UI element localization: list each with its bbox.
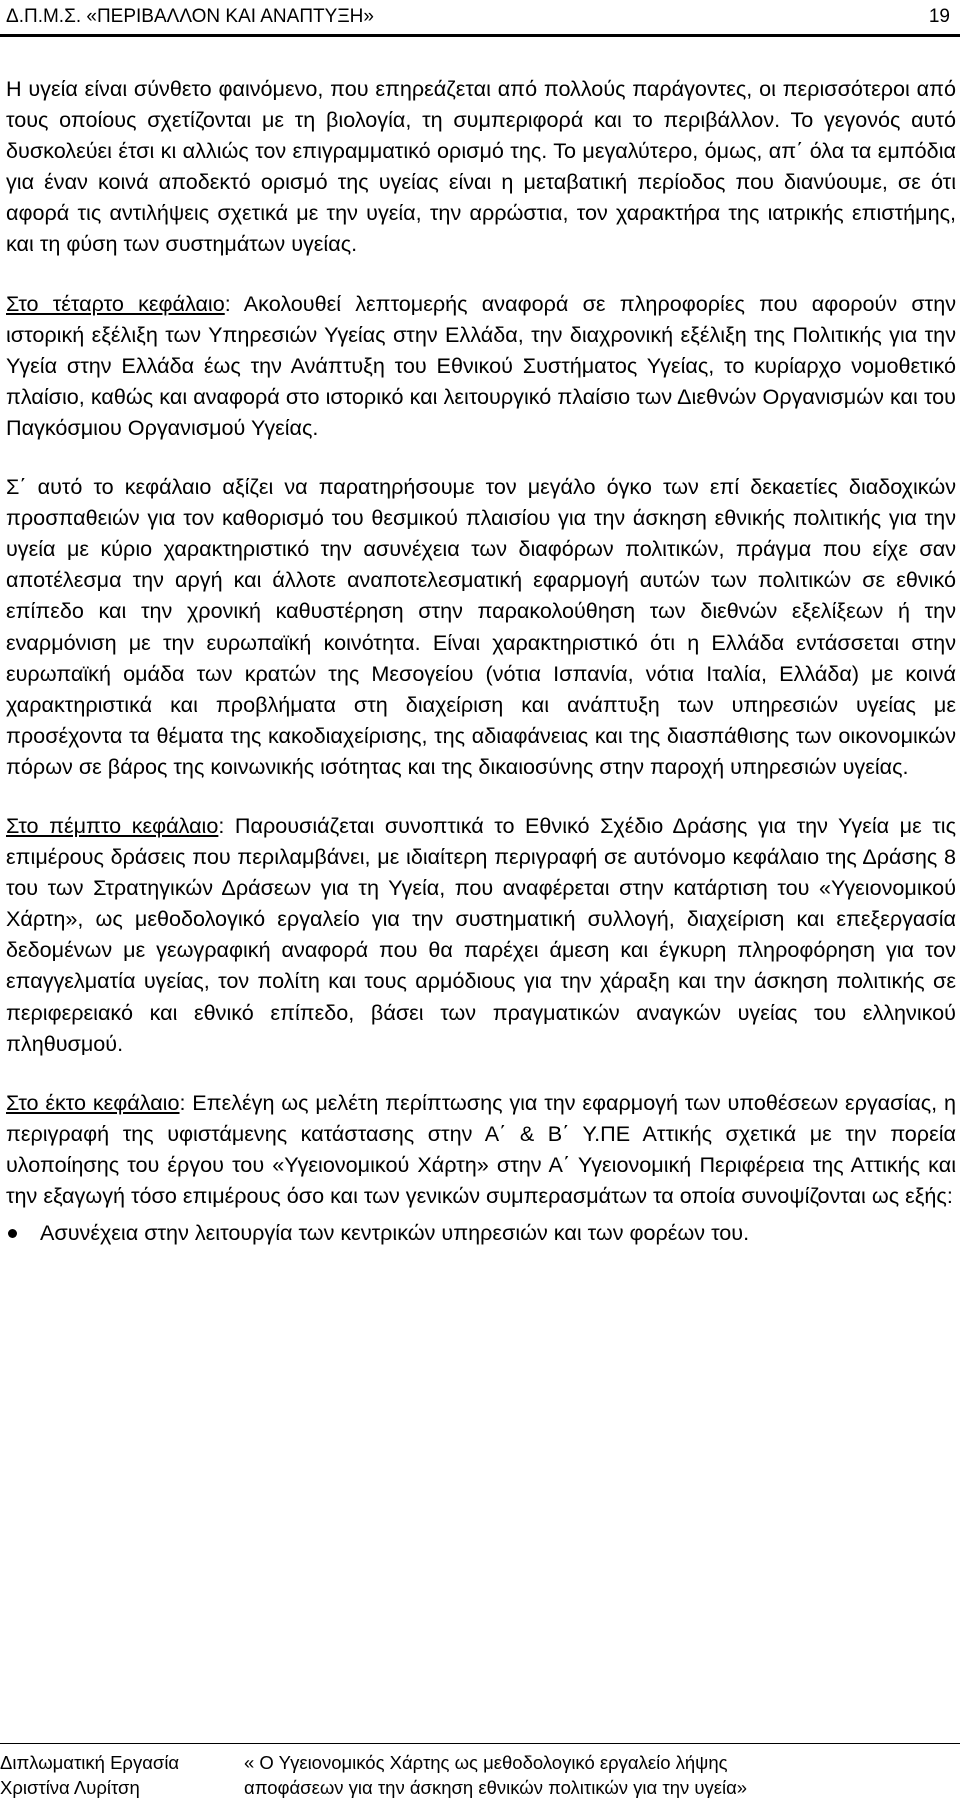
footer-author-block: [0, 1750, 179, 1800]
paragraph-health-definition: Η υγεία είναι σύνθετο φαινόμενο, που επηρεάζεται από πολλούς παράγοντες, οι περισσότεροι από τους οποίους σχετίζονται με τη βιολογία, τη συμπεριφορά και το περιβάλλον. Το γεγονός αυτό δυσκολεύει έτσι κι αλλιώς τον επιγραμματικό ορισμό της. Το μεγαλύτερο, όμως, απ΄ όλα τα εμπόδια για έναν κοινά αποδεκτό ορισμό της υγείας είναι η μεταβατική περίοδος που διανύουμε, σε ότι αφορά τις αντιλήψεις σχετικά με την υγεία, την αρρώστια, τον χαρακτήρα της ιατρικής επιστήμης, και τη φύση των συστημάτων υγείας.: [6, 76, 956, 257]
chapter-five-heading: Στο πέμπτο κεφάλαιο: [6, 812, 219, 838]
footer-author: Χριστίνα Λυρίτση: [0, 1777, 140, 1798]
bullet-icon: [8, 1229, 17, 1238]
paragraph-chapter-six: [6, 1087, 956, 1211]
list-item: [6, 1217, 956, 1248]
page-header: [0, 0, 960, 37]
page-footer: [0, 1743, 960, 1808]
conclusions-list: [6, 1217, 956, 1248]
chapter-four-text: : Ακολουθεί λεπτομερής αναφορά σε πληροφορίες που αφορούν στην ιστορική εξέλιξη των Υπηρεσιών Υγείας στην Ελλάδα, την διαχρονική εξέλιξη της Πολιτικής για την Υγεία στην Ελλάδα έως την Ανάπτυξη του Εθνικού Συστήματος Υγείας, το κυρίαρχο νομοθετικό πλαίσιο, καθώς και αναφορά στο ιστορικό και λειτουργικό πλαίσιο των Διεθνών Οργανισμών και του Παγκόσμιου Οργανισμού Υγείας.: [6, 290, 956, 440]
paragraph-chapter-five: [6, 810, 956, 1059]
footer-title-line-2: αποφάσεων για την άσκηση εθνικών πολιτικών για την υγεία»: [244, 1777, 748, 1798]
chapter-six-text: : Επελέγη ως μελέτη περίπτωσης για την εφαρμογή των υποθέσεων εργασίας, η περιγραφή της υφιστάμενης κατάστασης στην Α΄ & Β΄ Υ.ΠΕ Αττικής σχετικά με την πορεία υλοποίησης του έργου του «Υγειονομικού Χάρτη» στην Α΄ Υγειονομική Περιφέρεια της Αττικής και την εξαγωγή τόσο επιμέρους όσο και των γενικών συμπερασμάτων τα οποία συνοψίζονται ως εξής:: [6, 1089, 956, 1208]
footer-title-line-1: « Ο Υγειονομικός Χάρτης ως μεθοδολογικό εργαλείο λήψης: [244, 1752, 728, 1773]
chapter-four-heading: Στο τέταρτο κεφάλαιο: [6, 290, 225, 316]
footer-document-type: Διπλωματική Εργασία: [0, 1752, 180, 1773]
footer-thesis-title: [244, 1750, 960, 1800]
page-number: 19: [928, 6, 950, 27]
paragraph-chapter-four: [6, 288, 956, 443]
document-body: [6, 73, 956, 1248]
list-item-text: Ασυνέχεια στην λειτουργία των κεντρικών υπηρεσιών και των φορέων του.: [40, 1220, 750, 1246]
paragraph-chapter-four-analysis: Σ΄ αυτό το κεφάλαιο αξίζει να παρατηρήσουμε τον μεγάλο όγκο των επί δεκαετίες διαδοχικών προσπαθειών για τον καθορισμό του θεσμικού πλαισίου για την άσκηση εθνικής πολιτικής για την υγεία με κύριο χαρακτηριστικό την ασυνέχεια των διαφόρων πολιτικών, πράγμα που είχε σαν αποτέλεσμα την αργή και άλλοτε αναποτελεσματική εφαρμογή αυτών των πολιτικών σε εθνικό επίπεδο και την χρονική καθυστέρηση στην παρακολούθηση των διεθνών εξελίξεων ή την εναρμόνιση με την ευρωπαϊκή κοινότητα. Είναι χαρακτηριστικό ότι η Ελλάδα εντάσσεται στην ευρωπαϊκή ομάδα των κρατών της Μεσογείου (νότια Ισπανία, νότια Ιταλία, Ελλάδα) με κοινά χαρακτηριστικά και προβλήματα στη διαχείριση και ανάπτυξη των υπηρεσιών υγείας με προσέχοντα τα θέματα της κακοδιαχείρισης, της αδιαφάνειας και της διασπάθισης των οικονομικών πόρων σε βάρος της κοινωνικής ισότητας και της δικαιοσύνης στην παροχή υπηρεσιών υγείας.: [6, 474, 956, 779]
chapter-six-heading: Στο έκτο κεφάλαιο: [6, 1089, 180, 1115]
chapter-five-text: : Παρουσιάζεται συνοπτικά το Εθνικό Σχέδιο Δράσης για την Υγεία με τις επιμέρους δράσεις που περιλαμβάνει, με ιδιαίτερη περιγραφή σε αυτόνομο κεφάλαιο της Δράσης 8 του των Στρατηγικών Δράσεων για τη Υγεία, που αναφέρεται στην κατάρτιση του «Υγειονομικού Χάρτη», ως μεθοδολογικό εργαλείο για την συστηματική συλλογή, διαχείριση και επεξεργασία δεδομένων με γεωγραφική αναφορά που θα παρέχει άμεση και έγκυρη πληροφόρηση για τον επαγγελματία υγείας, τον πολίτη και τους αρμόδιους για την χάραξη και την άσκηση πολιτικής σε περιφερειακό και εθνικό επίπεδο, βάσει των πραγματικών αναγκών υγείας του ελληνικού πληθυσμού.: [6, 812, 956, 1056]
header-title: Δ.Π.Μ.Σ. «ΠΕΡΙΒΑΛΛΟΝ ΚΑΙ ΑΝΑΠΤΥΞΗ»: [6, 6, 374, 27]
